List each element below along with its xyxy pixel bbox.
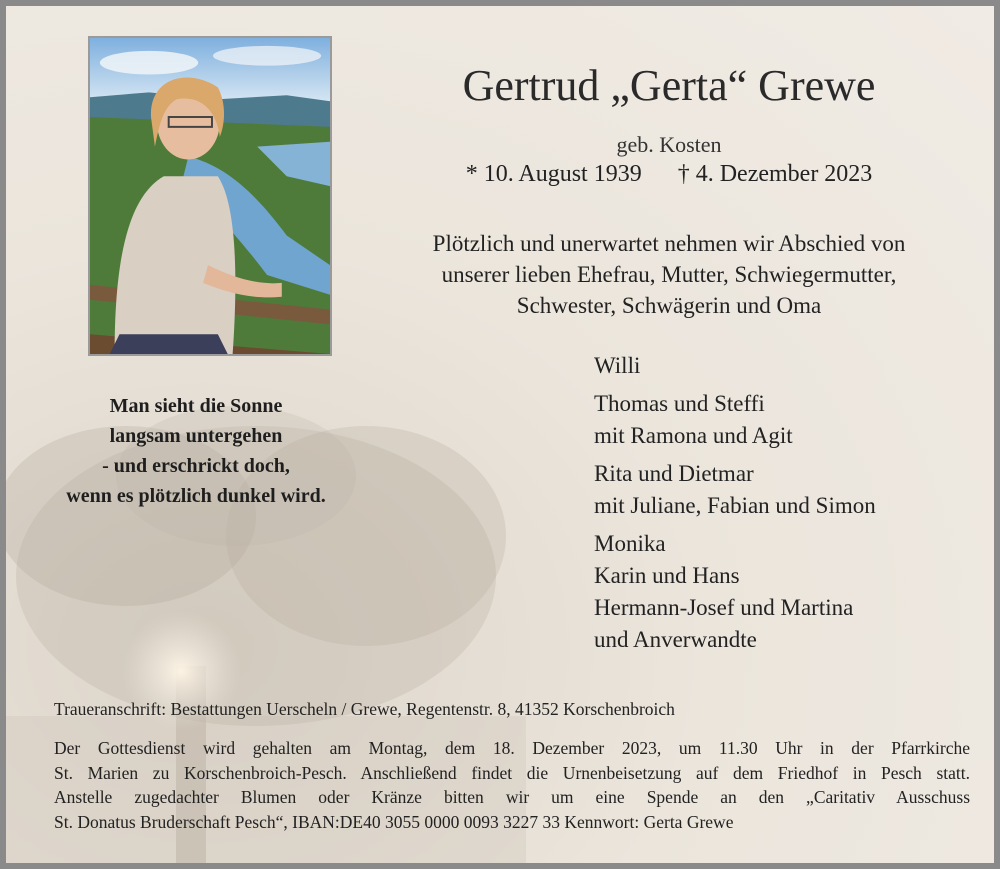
farewell-line: Plötzlich und unerwartet nehmen wir Abschied von bbox=[432, 231, 906, 256]
farewell-line: Schwester, Schwägerin und Oma bbox=[516, 293, 822, 318]
family-member: Monika bbox=[594, 531, 666, 556]
family-member: Karin und Hans bbox=[594, 563, 740, 588]
service-details bbox=[54, 736, 970, 834]
birth-date: * 10. August 1939 bbox=[465, 161, 642, 187]
obituary-card bbox=[6, 6, 994, 863]
family-member: Thomas und Steffi bbox=[594, 391, 765, 416]
quote-line: wenn es plötzlich dunkel wird. bbox=[66, 485, 326, 507]
farewell-text bbox=[336, 228, 994, 321]
deceased-name: Gertrud „Gerta“ Grewe bbox=[462, 61, 876, 110]
quote-line: langsam untergehen bbox=[109, 425, 283, 447]
service-line: St. Marien zu Korschenbroich-Pesch. Anschließend findet die Urnenbeisetzung auf dem Friedhof in Pesch statt. bbox=[54, 762, 970, 783]
quote-line: Man sieht die Sonne bbox=[109, 395, 283, 417]
family-member: und Anverwandte bbox=[594, 627, 757, 652]
family-member: mit Ramona und Agit bbox=[594, 423, 793, 448]
family-group bbox=[594, 528, 876, 656]
service-line: Anstelle zugedachter Blumen oder Kränze bitten wir um eine Spende an den „Caritativ Ausschuss bbox=[54, 787, 970, 807]
memorial-quote bbox=[26, 391, 366, 511]
footer-info bbox=[54, 696, 970, 834]
family-group bbox=[594, 388, 876, 452]
service-line: Der Gottesdienst wird gehalten am Montag, dem 18. Dezember 2023, um 11.30 Uhr in der Pfarrkirche bbox=[54, 738, 970, 758]
farewell-line: unserer lieben Ehefrau, Mutter, Schwiegermutter, bbox=[441, 262, 897, 287]
family-group bbox=[594, 350, 876, 382]
service-line: St. Donatus Bruderschaft Pesch“, IBAN:DE40 3055 0000 0093 3227 33 Kennwort: Gerta Grewe bbox=[54, 811, 734, 832]
life-dates bbox=[336, 161, 994, 188]
family-list bbox=[594, 350, 876, 662]
birth-name: geb. Kosten bbox=[616, 132, 722, 157]
mourning-address: Traueranschrift: Bestattungen Uerscheln / Grewe, Regentenstr. 8, 41352 Korschenbroich bbox=[54, 699, 675, 719]
family-member: Rita und Dietmar bbox=[594, 461, 754, 486]
family-member: Hermann-Josef und Martina bbox=[594, 595, 854, 620]
family-group bbox=[594, 458, 876, 522]
family-member: Willi bbox=[594, 353, 641, 378]
death-date: † 4. Dezember 2023 bbox=[677, 161, 873, 187]
portrait-photo bbox=[88, 36, 332, 356]
quote-line: - und erschrickt doch, bbox=[102, 455, 290, 477]
family-member: mit Juliane, Fabian und Simon bbox=[594, 493, 876, 518]
